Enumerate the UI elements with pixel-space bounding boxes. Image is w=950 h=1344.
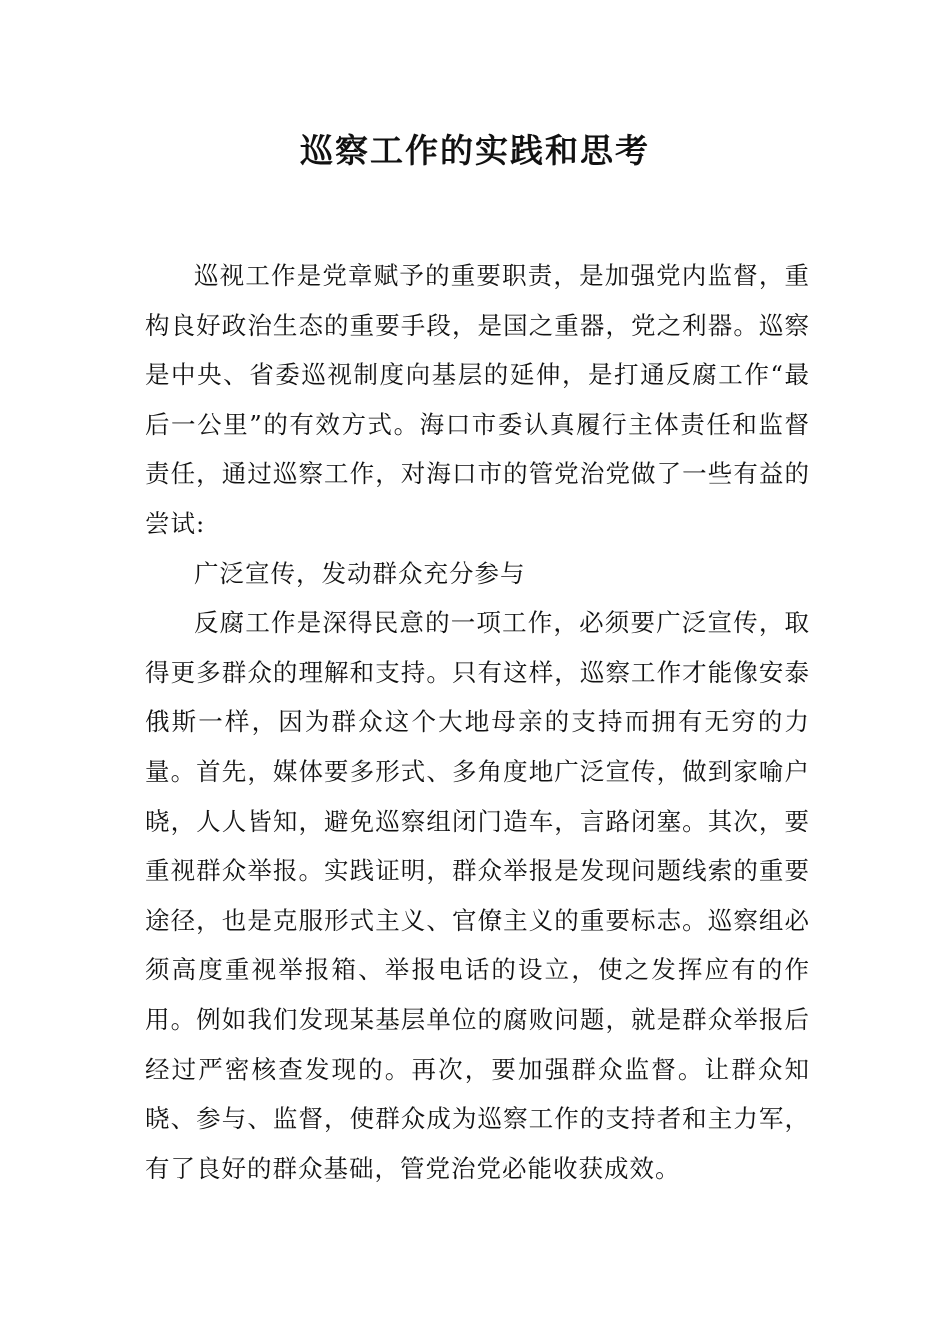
document-title: 巡察工作的实践和思考: [300, 131, 650, 170]
intro-paragraph: 巡视工作是党章赋予的重要职责，是加强党内监督，重构良好政治生态的重要手段，是国之重器，党之利器。巡察是中央、省委巡视制度向基层的延伸，是打通反腐工作“最后一公里”的有效方式。海口市委认真履行主体责任和监督责任，通过巡察工作，对海口市的管党治党做了一些有益的尝试:: [145, 261, 810, 538]
section-paragraph: 反腐工作是深得民意的一项工作，必须要广泛宣传，取得更多群众的理解和支持。只有这样，巡察工作才能像安泰俄斯一样，因为群众这个大地母亲的支持而拥有无穷的力量。首先，媒体要多形式、多角度地广泛宣传，做到家喻户晓，人人皆知，避免巡察组闭门造车，言路闭塞。其次，要重视群众举报。实践证明，群众举报是发现问题线索的重要途径，也是克服形式主义、官僚主义的重要标志。巡察组必须高度重视举报箱、举报电话的设立，使之发挥应有的作用。例如我们发现某基层单位的腐败问题，就是群众举报后经过严密核查发现的。再次，要加强群众监督。让群众知晓、参与、监督，使群众成为巡察工作的支持者和主力军，有了良好的群众基础，管党治党必能收获成效。: [145, 608, 810, 1183]
document-body: [145, 251, 810, 1193]
section-heading: 广泛宣传，发动群众充分参与: [194, 558, 526, 588]
